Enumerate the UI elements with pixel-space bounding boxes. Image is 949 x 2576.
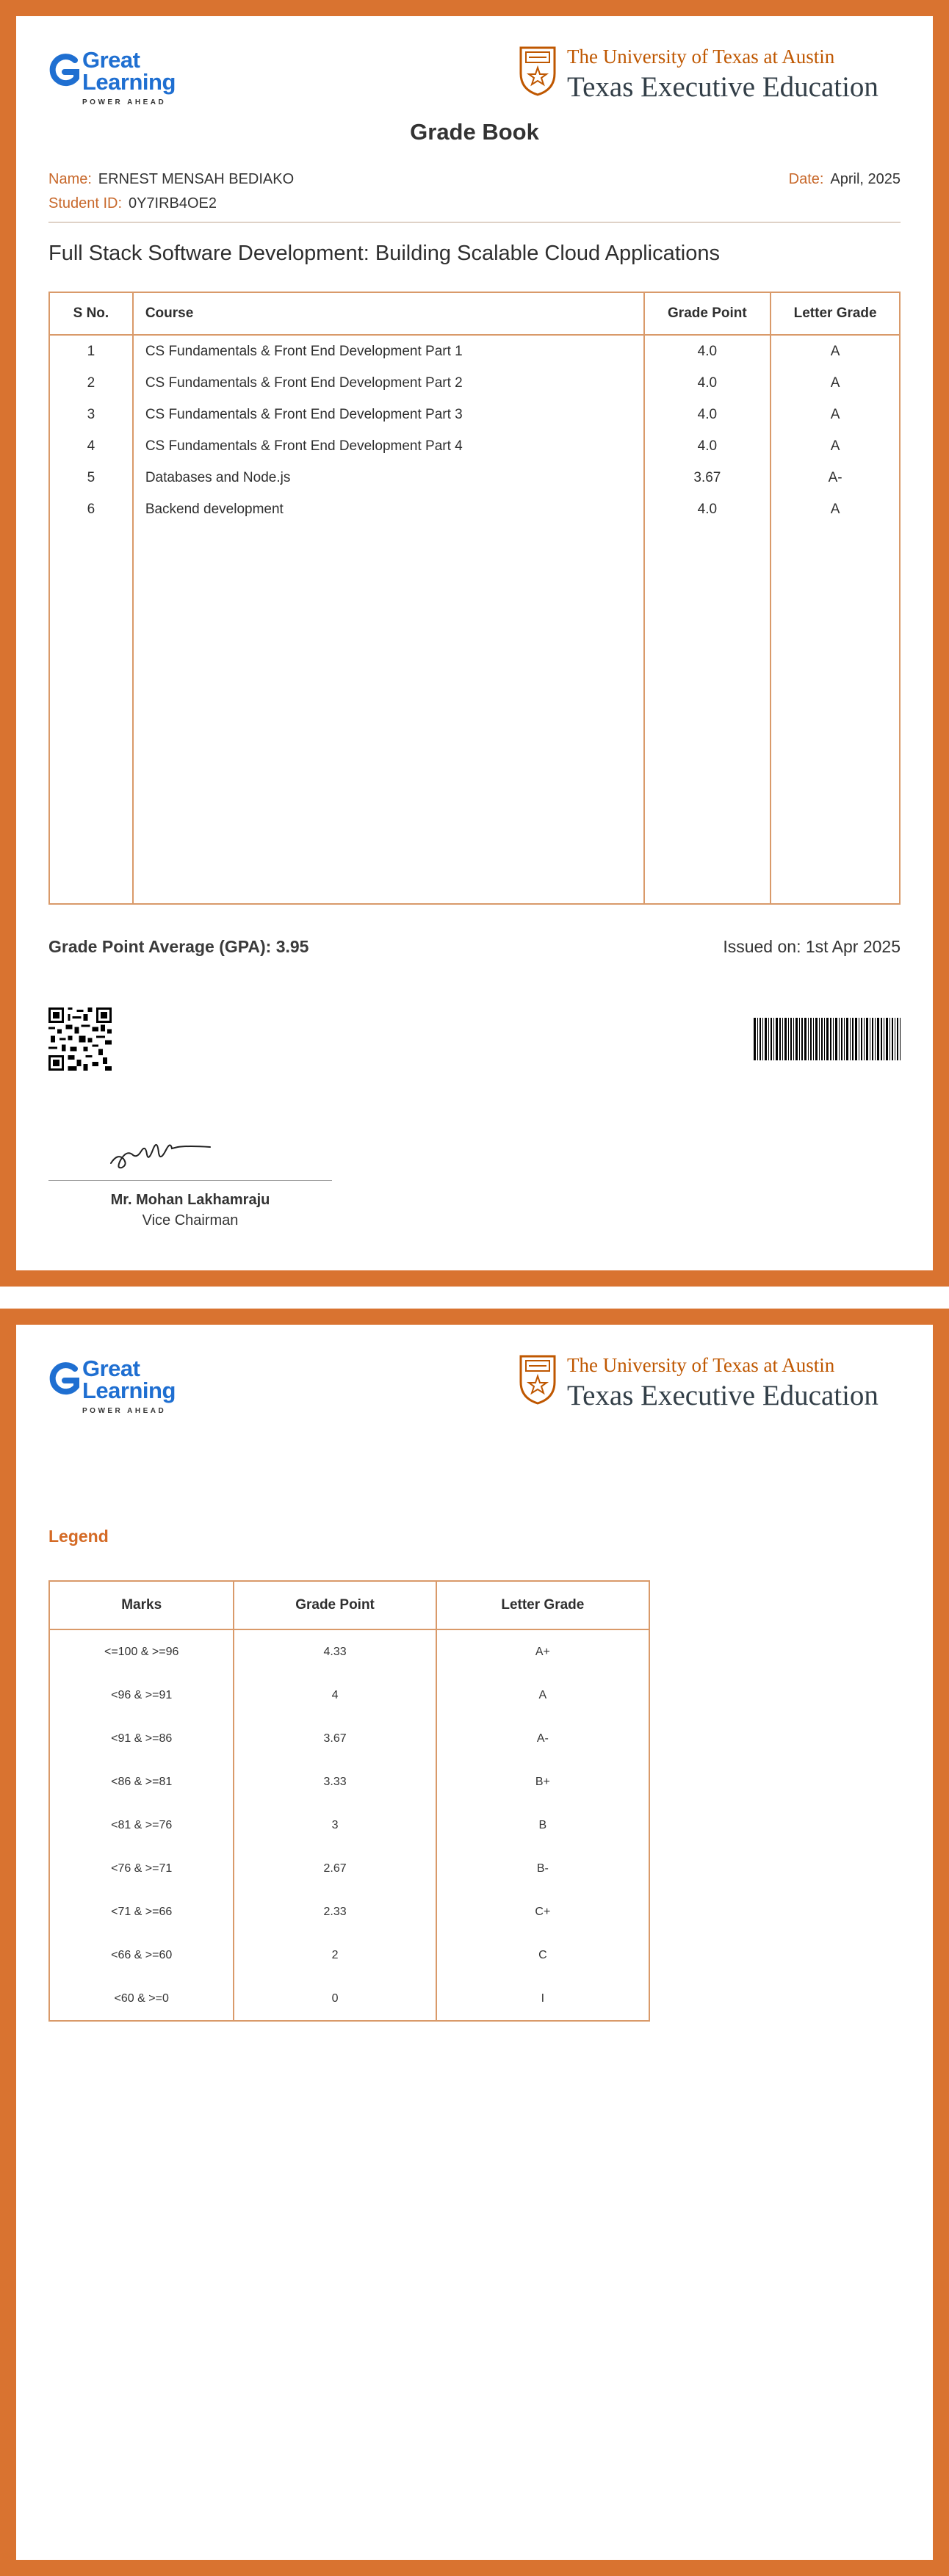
cell-course: Backend development [133,493,644,525]
ut-shield-icon [519,46,557,97]
cell-letter-grade: A- [828,469,842,485]
table-row [49,430,900,462]
student-id-label: Student ID: [48,195,123,211]
great-learning-g-icon [48,1361,81,1400]
cell-sno: 3 [49,399,133,430]
table-row [49,1674,649,1717]
cell-grade-point: 4 [234,1674,436,1717]
header-letter-grade: Letter Grade [436,1581,649,1629]
cell-letter-grade: I [541,1991,545,2005]
cell-letter-grade: A [830,501,840,517]
page-title: Grade Book [410,119,539,145]
cell-grade-point: 0 [234,1977,436,2021]
program-title: Full Stack Software Development: Building Scalable Cloud Applications [48,242,720,265]
cell-grade-point: 4.0 [644,367,771,399]
grades-table [48,292,901,905]
cell-sno: 5 [49,462,133,493]
header-sno: S No. [49,292,133,335]
header-marks: Marks [49,1581,234,1629]
issued-date: Issued on: 1st Apr 2025 [723,937,901,956]
ut-austin-logo [519,46,901,104]
great-learning-g-icon [48,53,81,91]
cell-grade-point: 4.0 [644,493,771,525]
header-grade-point: Grade Point [234,1581,436,1629]
logo-text-great: Great [82,1356,140,1381]
table-empty-space [49,525,900,904]
ut-program-name: Texas Executive Education [567,1380,878,1411]
cell-marks: <71 & >=66 [49,1890,234,1933]
ut-university-name: The University of Texas at Austin [567,1354,835,1376]
legend-header-row [49,1581,649,1629]
table-row [49,1629,649,1674]
signatory-name: Mr. Mohan Lakhamraju [110,1192,270,1208]
legend-title: Legend [48,1527,109,1546]
cell-grade-point: 4.33 [234,1629,436,1674]
qr-code-icon [48,1007,112,1071]
cell-marks: <60 & >=0 [49,1977,234,2021]
page-content [16,1325,933,2560]
cell-letter-grade: C [538,1948,547,1961]
grade-book-page [0,0,949,1287]
cell-marks: <91 & >=86 [49,1717,234,1760]
legend-table [48,1580,650,2022]
header-grade-point: Grade Point [644,292,771,335]
table-row [49,335,900,367]
barcode-icon [754,1018,901,1060]
cell-course: CS Fundamentals & Front End Development Part 3 [133,399,644,430]
cell-grade-point: 4.0 [644,430,771,462]
cell-letter-grade: C+ [535,1905,551,1918]
cell-course: Databases and Node.js [133,462,644,493]
cell-sno: 6 [49,493,133,525]
date-row [789,171,901,188]
cell-marks: <81 & >=76 [49,1803,234,1847]
cell-marks: <86 & >=81 [49,1760,234,1803]
logo-text-learning: Learning [82,1378,176,1403]
name-value: ERNEST MENSAH BEDIAKO [98,171,295,187]
cell-grade-point: 2.67 [234,1847,436,1890]
table-row [49,1760,649,1803]
cell-letter-grade: A- [536,1732,549,1745]
grades-header-row [49,292,900,335]
table-row [49,1933,649,1977]
name-label: Name: [48,171,92,187]
cell-letter-grade: A [538,1688,547,1701]
cell-grade-point: 4.0 [644,335,771,367]
cell-course: CS Fundamentals & Front End Development Part 4 [133,430,644,462]
date-label: Date: [788,171,824,187]
table-row [49,1717,649,1760]
table-row [49,1847,649,1890]
logo-tagline: POWER AHEAD [82,98,167,106]
cell-grade-point: 3.33 [234,1760,436,1803]
ut-program-name: Texas Executive Education [567,71,878,103]
cell-grade-point: 2.33 [234,1890,436,1933]
cell-sno: 1 [49,335,133,367]
ut-shield-icon [519,1354,557,1405]
table-row [49,1890,649,1933]
ut-austin-logo [519,1354,901,1413]
table-row [49,367,900,399]
page-content [16,16,933,1270]
student-id-value: 0Y7IRB4OE2 [128,195,217,211]
table-row [49,399,900,430]
cell-letter-grade: A [830,438,840,454]
cell-marks: <66 & >=60 [49,1933,234,1977]
cell-course: CS Fundamentals & Front End Development Part 1 [133,335,644,367]
ut-university-name: The University of Texas at Austin [567,46,835,68]
cell-grade-point: 3.67 [644,462,771,493]
cell-course: CS Fundamentals & Front End Development Part 2 [133,367,644,399]
table-row [49,1977,649,2021]
cell-sno: 4 [49,430,133,462]
cell-letter-grade: A+ [535,1645,550,1658]
cell-letter-grade: B+ [535,1775,550,1788]
cell-grade-point: 3 [234,1803,436,1847]
cell-letter-grade: A [830,406,840,422]
cell-letter-grade: B- [536,1862,549,1875]
header-letter-grade: Letter Grade [771,292,900,335]
cell-marks: <96 & >=91 [49,1674,234,1717]
student-id-row [48,195,217,212]
cell-marks: <=100 & >=96 [49,1629,234,1674]
signature-icon [107,1125,217,1176]
cell-grade-point: 3.67 [234,1717,436,1760]
great-learning-logo [48,1356,195,1422]
table-row [49,1803,649,1847]
signatory-title: Vice Chairman [142,1212,239,1229]
cell-grade-point: 4.0 [644,399,771,430]
logo-tagline: POWER AHEAD [82,1407,167,1415]
table-row [49,462,900,493]
table-row [49,493,900,525]
great-learning-logo [48,47,195,113]
header-course: Course [133,292,644,335]
gpa-summary: Grade Point Average (GPA): 3.95 [48,937,309,956]
logo-text-learning: Learning [82,69,176,95]
cell-letter-grade: A [830,343,840,359]
legend-page [0,1309,949,2576]
cell-marks: <76 & >=71 [49,1847,234,1890]
cell-grade-point: 2 [234,1933,436,1977]
cell-sno: 2 [49,367,133,399]
cell-letter-grade: B [538,1818,547,1831]
student-name-row [48,171,294,188]
logo-text-great: Great [82,47,140,73]
cell-letter-grade: A [830,375,840,391]
date-value: April, 2025 [830,171,901,187]
signature-line [48,1180,332,1181]
